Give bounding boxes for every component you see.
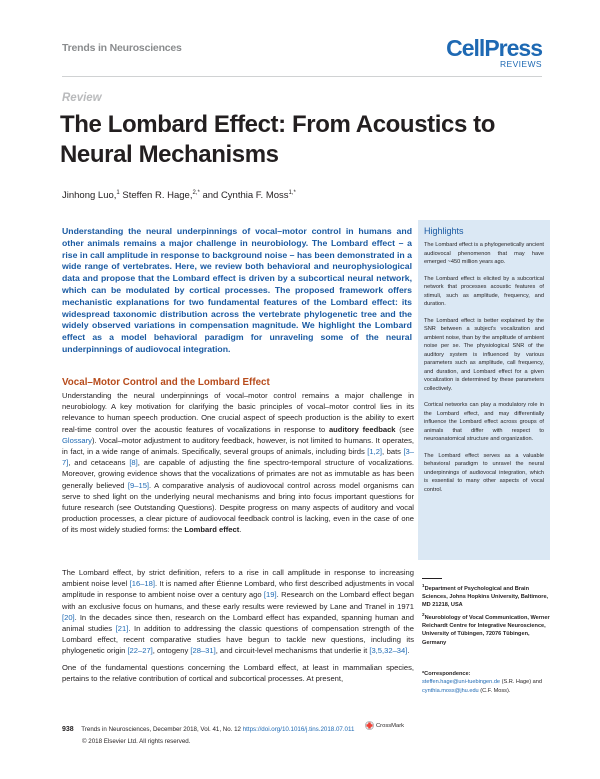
text-run: . In the decades since then, research on the Lombard effect has expanded, spanning human and animal studies bbox=[62, 612, 414, 634]
highlight-item: Cortical networks can play a modulatory role in the Lombard effect, and may differentially influence the Lombard effect across groups of animals that differ with respect to neuroanatomical structure and organization. bbox=[424, 402, 544, 442]
correspondence bbox=[422, 670, 550, 695]
body-paragraph-3: One of the fundamental questions concerning the Lombard effect, at least in mammalian species, pertains to the relative contribution of cortical and subcortical processes. At present, bbox=[62, 663, 414, 684]
citation-link[interactable]: [9–15] bbox=[127, 480, 150, 490]
page-footer bbox=[62, 726, 354, 733]
email-link[interactable]: steffen.hage@uni-tuebingen.de bbox=[422, 679, 501, 686]
citation-link[interactable]: [20] bbox=[62, 612, 75, 622]
text-run: , and circuit-level mechanisms that underlie it bbox=[215, 646, 370, 656]
affiliation-2-sup: 2 bbox=[422, 611, 425, 617]
text-run: , ontogeny bbox=[152, 646, 191, 656]
journal-citation: Trends in Neurosciences, December 2018, Vol. 41, No. 12 bbox=[81, 726, 241, 733]
affiliation-1-text: Department of Psychological and Brain Sciences, Johns Hopkins University, Baltimore, MD 21218, USA bbox=[422, 585, 549, 609]
citation-link[interactable]: [8] bbox=[129, 458, 138, 468]
crossmark-icon bbox=[365, 721, 374, 730]
author-1: Jinhong Luo, bbox=[62, 190, 117, 202]
author-3-sup: 1,* bbox=[288, 190, 296, 196]
text-run: . In addition to addressing the classic questions of compensation strength of the Lombard effect, recent comparative studies have begun to tackle new questions, including its phylogenetic origin bbox=[62, 624, 414, 656]
doi-link[interactable]: https://doi.org/10.1016/j.tins.2018.07.011 bbox=[242, 726, 355, 733]
text-run: , are capable of adjusting the fine spectro-temporal structure of vocalizations. Moreover, growing evidence shows that the vocalizations of primates are not as immutable as has been generally believed bbox=[62, 458, 414, 490]
text-run: . bbox=[407, 646, 410, 656]
citation-link[interactable]: [19] bbox=[263, 590, 277, 600]
highlight-item: The Lombard effect is a phylogenetically ancient audiovocal phenomenon that may have emerged ~450 million years ago. bbox=[424, 242, 544, 265]
citation-link[interactable]: [28–31] bbox=[190, 646, 216, 656]
article-title: The Lombard Effect: From Acoustics to Neural Mechanisms bbox=[60, 111, 496, 168]
text-run: . A comparative analysis of audiovocal control across model organisms can serve to shed light on the underlying neural mechanisms and bring into focus important questions for future research (see Outstanding Questions). Despite progress on many aspects of auditory and vocal production processes, a clear picture of audiovocal feedback control is lacking, even in the case of one of its most widely studied forms: the bbox=[62, 480, 414, 535]
correspondence-line-1 bbox=[422, 678, 550, 686]
section-heading: Vocal–Motor Control and the Lombard Effect bbox=[62, 377, 270, 388]
author-2: Steffen R. Hage, bbox=[119, 190, 193, 202]
text-run: , and cetaceans bbox=[68, 458, 130, 468]
author-1-sup: 1 bbox=[116, 190, 120, 196]
correspondence-name: (C.F. Moss). bbox=[478, 687, 511, 694]
page-number: 938 bbox=[62, 726, 74, 733]
text-run: The Lombard effect, by strict definition, refers to a rise in call amplitude in response to increasing ambient noise level bbox=[62, 568, 414, 589]
crossmark-label: CrossMark bbox=[376, 722, 405, 729]
header-rule bbox=[62, 76, 542, 77]
affiliation-1 bbox=[422, 582, 550, 610]
article-type: Review bbox=[62, 92, 102, 104]
journal-name: Trends in Neurosciences bbox=[62, 42, 182, 54]
text-run: Understanding the neural underpinnings of vocal–motor control remains a major challenge in neurobiology. A key motivation for clarifying the basic principles of vocal–motor control lies in its relevance to human speech production. One crucial aspect of speech production is the ability to exert real-time control over the acoustic features of vocalizations in response to bbox=[62, 391, 414, 434]
author-2-sup: 2,* bbox=[192, 190, 200, 196]
email-link[interactable]: cynthia.moss@jhu.edu bbox=[422, 687, 479, 694]
text-run: (see bbox=[395, 424, 414, 434]
publisher-logo bbox=[446, 37, 542, 69]
affiliation-2-text: Neurobiology of Vocal Communication, Werner Reichardt Centre for Integrative Neuroscience, University of Tübingen, 72076 Tübingen, Germany bbox=[422, 614, 550, 646]
correspondence-label: *Correspondence: bbox=[422, 671, 471, 677]
highlights-box bbox=[418, 220, 550, 560]
text-run: . It is named after Étienne Lombard, who first described adjustments in vocal amplitude in response to ambient noise over a century ago bbox=[62, 579, 414, 600]
brand-name: CellPress bbox=[446, 35, 542, 61]
body-paragraph-2 bbox=[62, 567, 414, 657]
body-paragraph-1 bbox=[62, 390, 414, 536]
citation-link[interactable]: [1,2] bbox=[367, 447, 383, 457]
glossary-term: auditory feedback bbox=[328, 424, 396, 434]
text-run: . bbox=[239, 525, 242, 535]
citation-link[interactable]: [16–18] bbox=[129, 579, 155, 589]
affiliation-1-sup: 1 bbox=[422, 583, 425, 588]
citation-link[interactable]: [21] bbox=[115, 624, 129, 634]
citation-link[interactable]: [22–27] bbox=[127, 646, 153, 656]
crossmark-badge[interactable] bbox=[365, 721, 404, 730]
affiliations bbox=[422, 578, 550, 648]
glossary-term: Lombard effect bbox=[184, 525, 240, 535]
text-run: , bats bbox=[382, 447, 404, 457]
abstract: Understanding the neural underpinnings of vocal–motor control in humans and other animals remains a major challenge in neurobiology. The Lombard effect – a rise in call amplitude in response to background noise – has been demonstrated in a wide range of vertebrates. Here, we review both behavioral and neurophysiological data and propose that the Lombard effect is driven by a subcortical neural network, which can be modulated by cortical processes. The proposed framework offers mechanistic explanations for two fundamental features of the Lombard effect: its widespread taxonomic distribution across the vertebrate phylogenetic tree and the widely observed variations in compensation magnitude. We highlight the Lombard effect as a model behavioral paradigm for unraveling some of the neural underpinnings of audiovocal integration. bbox=[62, 226, 412, 354]
brand-subtitle: REVIEWS bbox=[499, 59, 542, 69]
affiliation-2 bbox=[422, 611, 550, 647]
author-3: and Cynthia F. Moss bbox=[199, 190, 289, 202]
glossary-link[interactable]: Glossary bbox=[62, 435, 92, 445]
highlight-item: The Lombard effect is better explained by the SNR between a subject's vocalization and ambient noise, than by the amplitude of ambient noise per se. The physiological SNR of the auditory system is influenced by various parameters such as amplitude, call frequency, and duration, and Lombard effect for a given vocalization is determined by these parameters collectively. bbox=[424, 317, 544, 392]
text-run: . Research on the Lombard effect began with an exclusive focus on humans, and these early results were reviewed by Lane and Tranel in 1971 bbox=[62, 590, 414, 611]
correspondence-name: (S.R. Hage) and bbox=[500, 679, 543, 686]
text-run: ). Vocal–motor adjustment to auditory feedback, however, is not limited to humans. It operates, in fact, in a wide range of animals. Specifically, several groups of animals, including birds bbox=[62, 435, 414, 457]
copyright: © 2018 Elsevier Ltd. All rights reserved. bbox=[82, 738, 191, 745]
highlight-item: The Lombard effect is elicited by a subcortical network that processes acoustic features of stimuli, such as amplitude, frequency, and duration. bbox=[424, 275, 544, 307]
affiliation-rule bbox=[422, 578, 442, 579]
author-list bbox=[62, 190, 296, 201]
highlight-item: The Lombard effect serves as a valuable behavioral paradigm to unravel the neural underpinnings of audiovocal integration, which is essential to many other aspects of vocal control. bbox=[424, 452, 544, 493]
correspondence-line-2 bbox=[422, 687, 550, 695]
highlights-title: Highlights bbox=[424, 226, 464, 236]
citation-link[interactable]: [3–7] bbox=[62, 447, 414, 468]
citation-link[interactable]: [3,5,32–34] bbox=[369, 646, 408, 656]
